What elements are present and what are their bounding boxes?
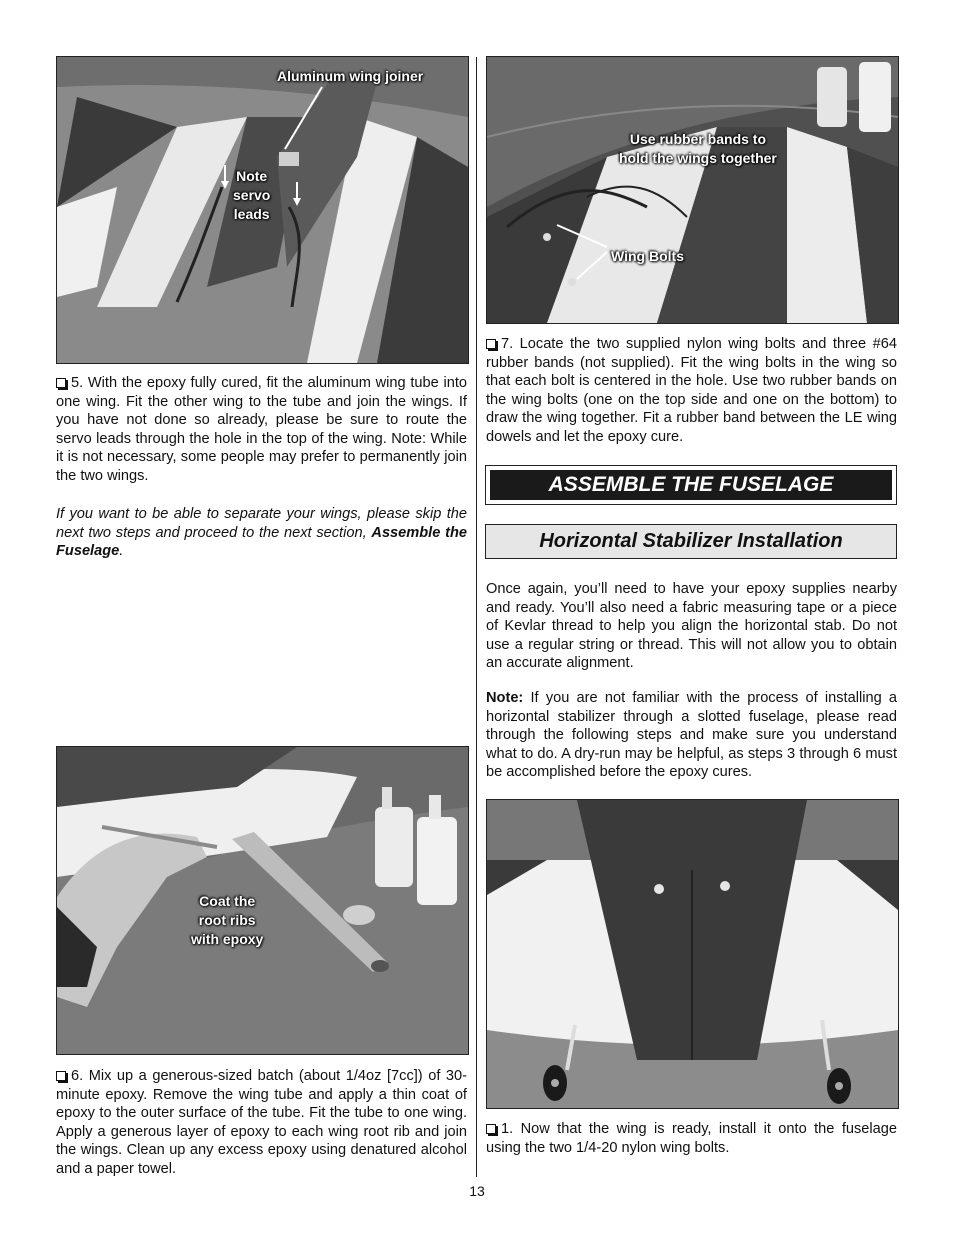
- step-5-text: 5. With the epoxy fully cured, fit the aluminum wing tube into one wing. Fit the other wing to the tube and join the wings. If you have not done so already, please be sure to route the servo leads through the hole in the top of the wing. Note: While it is not necessary, some people may prefer to permanently join the two wings.: [56, 375, 467, 484]
- photo-rubber-bands: [486, 56, 899, 324]
- callout-note-servo-leads: Note servo leads: [233, 168, 271, 222]
- checkbox-step-1[interactable]: [486, 1124, 496, 1134]
- checkbox-step-6[interactable]: [56, 1071, 66, 1081]
- callout-use-rubber-bands: Use rubber bands to hold the wings together: [619, 131, 777, 166]
- photo-fuselage-underside: [486, 799, 899, 1109]
- note-paragraph: Note: If you are not familiar with the process of installing a horizontal stabilizer through a slotted fuselage, please read through the following steps and make sure you understand what to do. A dry-run may be helpful, as steps 3 through 6 must be accomplished before the epoxy cures.: [486, 690, 897, 781]
- callout-coat-root-ribs: Coat the root ribs with epoxy: [191, 893, 264, 947]
- callout-wing-bolts: Wing Bolts: [611, 248, 684, 264]
- section-title: ASSEMBLE THE FUSELAGE: [490, 470, 892, 500]
- intro-paragraph: Once again, you’ll need to have your epoxy supplies nearby and ready. You’ll also need a fabric measuring tape or a piece of Kevlar thread to help you align the horizontal stab. Do not use a regular string or thread. This will not allow you to obtain an accurate alignment.: [486, 581, 897, 672]
- subsection-title: Horizontal Stabilizer Installation: [485, 524, 897, 559]
- checkbox-step-7[interactable]: [486, 339, 496, 349]
- photo-coat-root-ribs: [56, 746, 469, 1055]
- step-7-text: 7. Locate the two supplied nylon wing bolts and three #64 rubber bands (not supplied). Fit the wing bolts in the wing so that each bolt is centered in the hole. Use two rubber bands on the wing bolts (one on the top side and one on the bottom) to draw the wing together. Fit a rubber band between the LE wing dowels and let the epoxy cure.: [486, 336, 897, 445]
- skip-note: If you want to be able to separate your wings, please skip the next two steps and proceed to the next section, Assemble the Fuselage.: [56, 506, 468, 560]
- section-header-box: [485, 465, 897, 505]
- column-divider: [476, 57, 477, 1177]
- step-1-text: 1. Now that the wing is ready, install it onto the fuselage using the two 1/4-20 nylon wing bolts.: [486, 1121, 897, 1156]
- checkbox-step-5[interactable]: [56, 378, 66, 388]
- photo-wing-joiner: [56, 56, 469, 364]
- callout-aluminum-wing-joiner: Aluminum wing joiner: [277, 68, 424, 84]
- step-6-text: 6. Mix up a generous-sized batch (about 1/4oz [7cc]) of 30-minute epoxy. Remove the wing tube and apply a thin coat of epoxy to the outer surface of the tube. Fit the tube to one wing. Apply a generous layer of epoxy to each wing root rib and join the wings. Clean up any excess epoxy using denatured alcohol and a paper towel.: [56, 1068, 467, 1177]
- page-number: 13: [469, 1183, 485, 1199]
